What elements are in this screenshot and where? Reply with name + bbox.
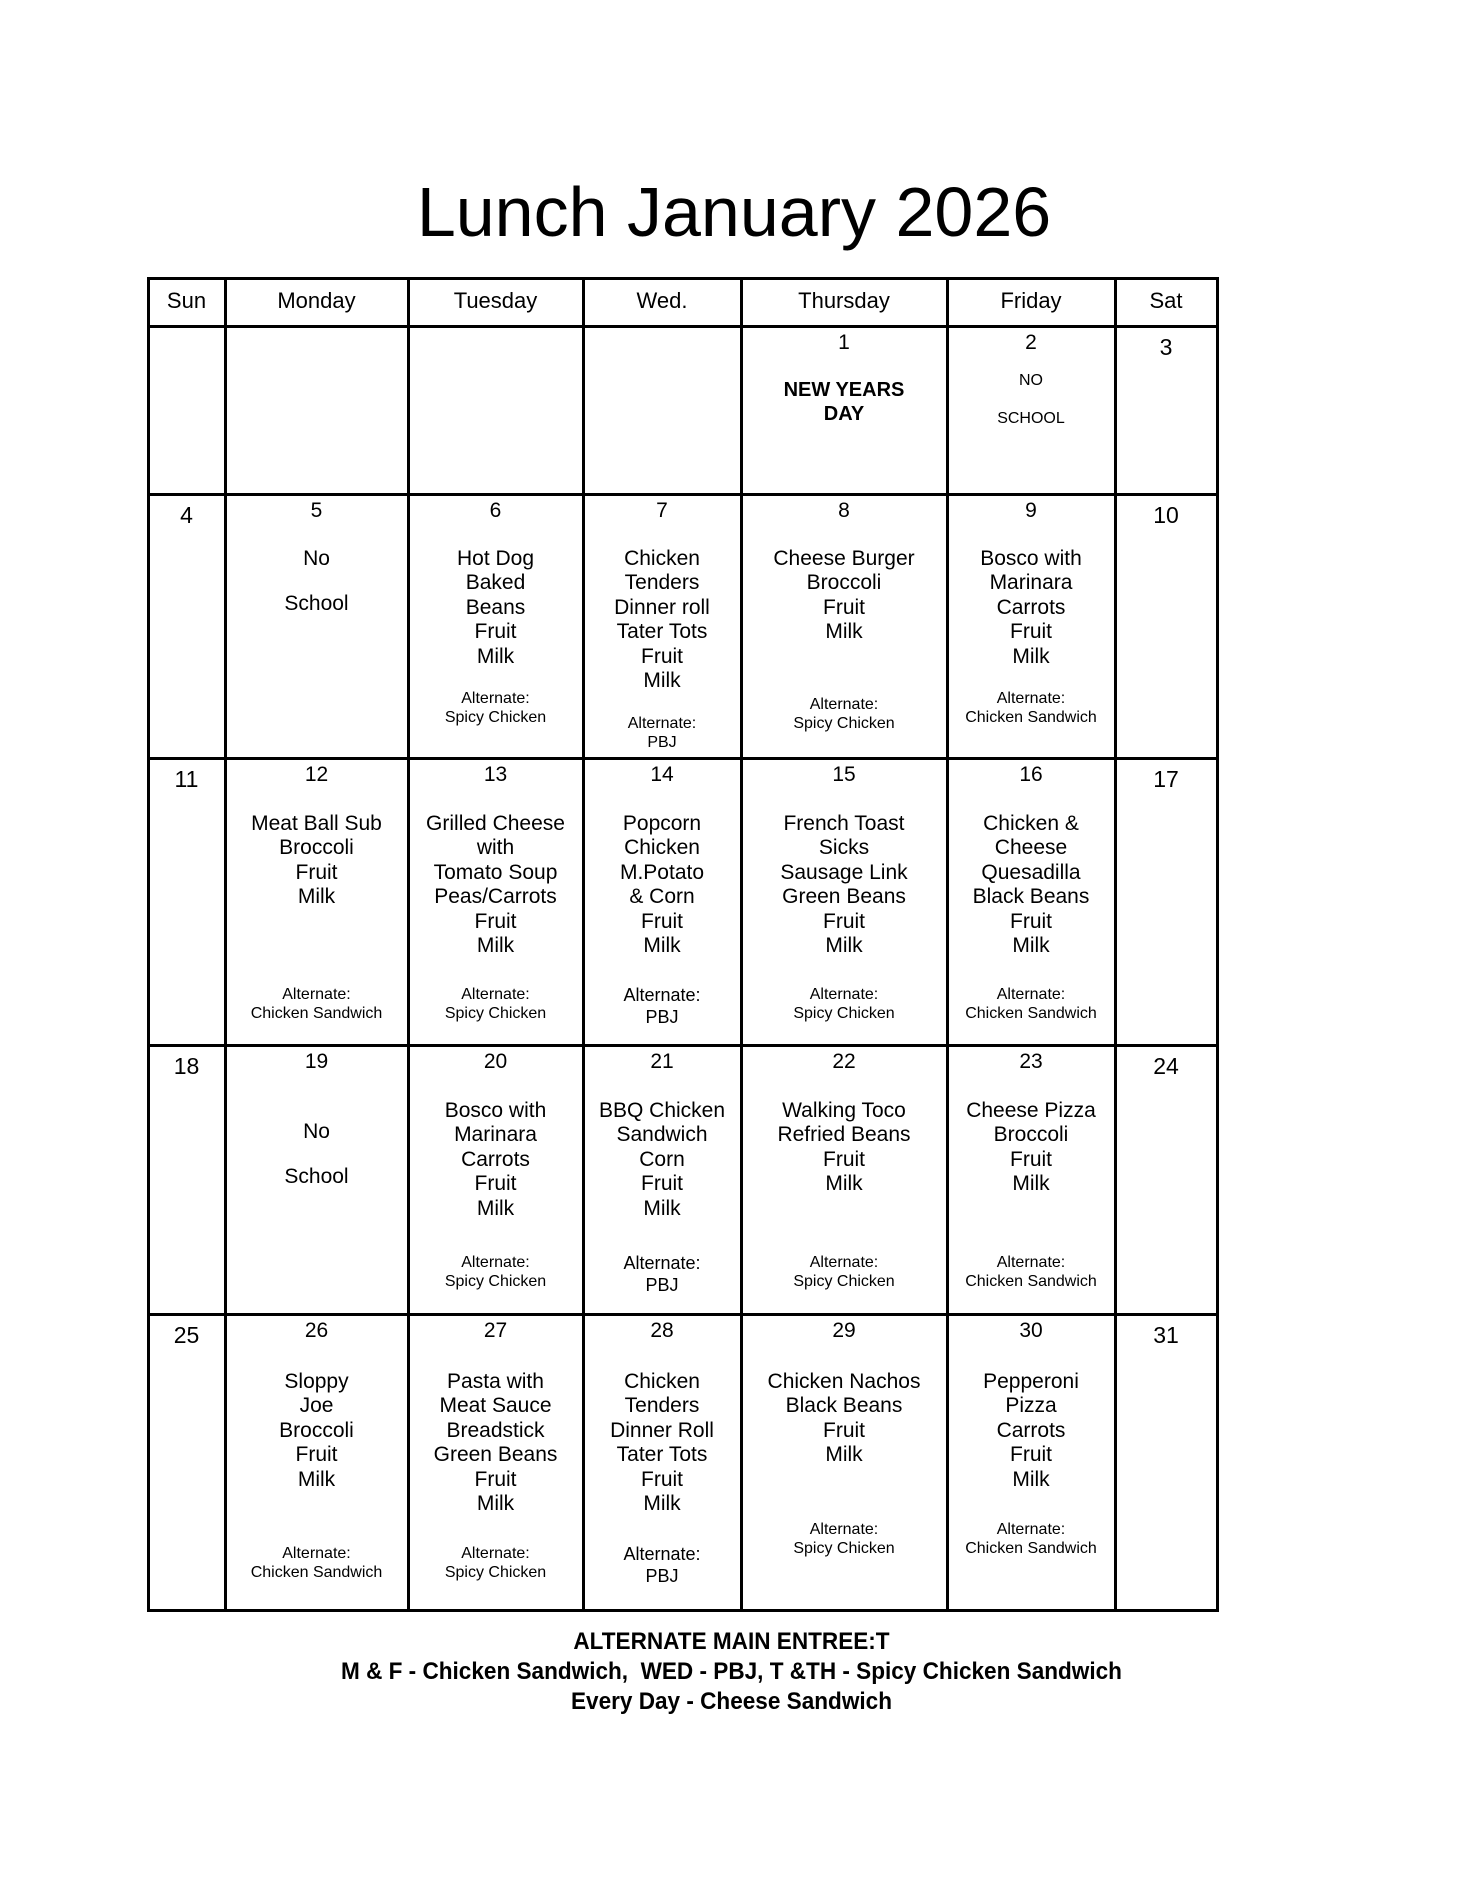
alternate-label: Alternate: xyxy=(623,984,701,1005)
menu-item: No xyxy=(303,1119,330,1143)
alternate-entree-schedule: M & F - Chicken Sandwich, WED - PBJ, T &TH - Spicy Chicken Sandwich xyxy=(341,1658,1122,1685)
alternate-entree xyxy=(410,1544,582,1582)
menu-item: Fruit xyxy=(641,909,683,933)
alternate-entree xyxy=(743,695,946,733)
day-cell-29 xyxy=(740,1313,949,1612)
day-cell-2 xyxy=(946,325,1117,496)
day-number: 24 xyxy=(1153,1052,1179,1079)
menu-items xyxy=(743,378,946,426)
menu-item: Milk xyxy=(476,934,515,958)
menu-item: Tenders xyxy=(624,571,700,595)
menu-items xyxy=(949,1370,1114,1493)
menu-item: Milk xyxy=(643,1492,681,1516)
alternate-entree xyxy=(227,985,407,1023)
menu-item: M.Potato xyxy=(619,860,705,884)
menu-item: & Corn xyxy=(629,885,695,909)
menu-items xyxy=(949,812,1114,960)
alternate-entree-heading: ALTERNATE MAIN ENTREE:T xyxy=(573,1628,890,1655)
menu-item: Fruit xyxy=(474,1467,517,1491)
menu-item: Walking Toco xyxy=(782,1098,906,1122)
menu-item: Peas/Carrots xyxy=(434,885,557,909)
menu-item: Fruit xyxy=(823,1147,865,1171)
menu-item: Marinara xyxy=(989,571,1073,595)
menu-item: Fruit xyxy=(474,620,517,644)
menu-item: Pizza xyxy=(1005,1394,1057,1418)
day-number: 6 xyxy=(489,498,502,522)
menu-item: Chicken xyxy=(624,546,700,570)
alternate-value: PBJ xyxy=(647,733,677,751)
day-header-friday: Friday xyxy=(946,277,1117,328)
menu-item: Milk xyxy=(476,1196,515,1220)
menu-item: School xyxy=(284,1165,349,1189)
day-number: 18 xyxy=(173,1052,200,1079)
menu-item: Milk xyxy=(476,644,515,668)
day-cell-24 xyxy=(1114,1044,1219,1316)
day-number: 16 xyxy=(1019,762,1043,786)
alternate-value: Spicy Chicken xyxy=(444,1272,547,1290)
menu-item: Broccoli xyxy=(279,1418,354,1442)
menu-item: School xyxy=(284,592,349,616)
menu-item: Milk xyxy=(297,885,336,909)
alternate-label: Alternate: xyxy=(282,985,351,1003)
menu-item: Fruit xyxy=(295,860,338,884)
alternate-entree xyxy=(949,985,1114,1023)
menu-items xyxy=(949,547,1114,670)
alternate-value: Spicy Chicken xyxy=(793,1539,895,1557)
menu-item: Corn xyxy=(639,1147,685,1171)
menu-item: Milk xyxy=(1012,934,1050,958)
alternate-label: Alternate: xyxy=(809,695,879,713)
day-number: 25 xyxy=(173,1321,200,1348)
alternate-label: Alternate: xyxy=(461,1253,530,1271)
menu-item: Pasta with xyxy=(447,1369,544,1393)
alternate-entree xyxy=(743,1253,946,1291)
day-cell-30 xyxy=(946,1313,1117,1612)
menu-item: Fruit xyxy=(474,1172,517,1196)
menu-item: Fruit xyxy=(1010,909,1052,933)
menu-item: Tater Tots xyxy=(616,1443,708,1467)
menu-item: Carrots xyxy=(996,1418,1066,1442)
day-number: 4 xyxy=(180,501,193,528)
alternate-value: Chicken Sandwich xyxy=(250,1004,383,1022)
menu-item: BBQ Chicken xyxy=(598,1098,726,1122)
day-number: 28 xyxy=(650,1318,674,1342)
menu-item: Milk xyxy=(825,934,863,958)
menu-item: Sicks xyxy=(818,836,870,860)
menu-items xyxy=(227,547,407,617)
alternate-label: Alternate: xyxy=(623,1543,701,1564)
menu-item: Chicken xyxy=(624,836,700,860)
day-number: 9 xyxy=(1025,498,1037,522)
menu-item: Dinner roll xyxy=(614,595,710,619)
empty-day-cell xyxy=(582,325,743,496)
alternate-label: Alternate: xyxy=(809,985,879,1003)
menu-item: Milk xyxy=(476,1492,515,1516)
menu-item: Dinner Roll xyxy=(610,1418,714,1442)
menu-item: DAY xyxy=(823,402,865,425)
menu-items xyxy=(585,1099,740,1222)
menu-item: Sloppy xyxy=(284,1369,349,1393)
day-header-sat: Sat xyxy=(1114,277,1219,328)
menu-item: Tenders xyxy=(624,1394,700,1418)
empty-day-cell xyxy=(407,325,585,496)
day-cell-26 xyxy=(224,1313,410,1612)
day-cell-11 xyxy=(147,757,227,1047)
empty-day-cell xyxy=(224,325,410,496)
day-cell-19 xyxy=(224,1044,410,1316)
day-cell-15 xyxy=(740,757,949,1047)
day-cell-5 xyxy=(224,493,410,760)
day-header-thursday: Thursday xyxy=(740,277,949,328)
menu-item: Fruit xyxy=(295,1443,338,1467)
menu-item: Milk xyxy=(1012,1172,1050,1196)
page-title: Lunch January 2026 xyxy=(416,173,1052,251)
alternate-value: Spicy Chicken xyxy=(793,1272,895,1290)
menu-item: Chicken Nachos xyxy=(767,1369,921,1393)
menu-item xyxy=(227,571,407,592)
menu-items xyxy=(949,362,1114,438)
alternate-label: Alternate: xyxy=(996,1253,1066,1271)
menu-item: Fruit xyxy=(1010,1443,1052,1467)
day-cell-27 xyxy=(407,1313,585,1612)
day-number: 29 xyxy=(832,1318,856,1342)
menu-item: NEW YEARS xyxy=(783,378,905,401)
alternate-label: Alternate: xyxy=(282,1544,351,1562)
empty-day-cell xyxy=(147,325,227,496)
menu-items xyxy=(410,1099,582,1222)
menu-item: Carrots xyxy=(996,595,1066,619)
day-cell-25 xyxy=(147,1313,227,1612)
menu-item: Cheese xyxy=(994,836,1068,860)
menu-item: Meat Sauce xyxy=(439,1394,552,1418)
day-cell-16 xyxy=(946,757,1117,1047)
alternate-value: Chicken Sandwich xyxy=(965,1539,1097,1557)
menu-item: Popcorn xyxy=(622,811,702,835)
alternate-entree xyxy=(585,1543,740,1587)
alternate-label: Alternate: xyxy=(461,689,530,707)
menu-item xyxy=(227,1144,407,1165)
alternate-value: Spicy Chicken xyxy=(444,1004,547,1022)
alternate-entree-note xyxy=(42,1627,1422,1717)
alternate-value: Chicken Sandwich xyxy=(965,1272,1097,1290)
menu-item: Milk xyxy=(825,1172,863,1196)
menu-items xyxy=(743,812,946,960)
day-number: 19 xyxy=(304,1049,329,1073)
menu-items xyxy=(743,1370,946,1468)
day-number: 7 xyxy=(656,498,668,522)
menu-item: Bosco with xyxy=(980,546,1082,570)
day-cell-1 xyxy=(740,325,949,496)
menu-items xyxy=(585,1370,740,1518)
alternate-label: Alternate: xyxy=(461,985,530,1003)
menu-item: NO xyxy=(1019,371,1043,389)
alternate-label: Alternate: xyxy=(996,689,1066,707)
day-cell-17 xyxy=(1114,757,1219,1047)
menu-item: Milk xyxy=(1012,1467,1050,1491)
day-cell-14 xyxy=(582,757,743,1047)
day-number: 30 xyxy=(1019,1318,1043,1342)
alternate-value: Spicy Chicken xyxy=(793,714,895,732)
alternate-entree xyxy=(949,689,1114,727)
alternate-entree xyxy=(410,985,582,1023)
menu-item: Black Beans xyxy=(785,1394,903,1418)
menu-items xyxy=(743,1099,946,1197)
menu-item: Fruit xyxy=(1010,620,1052,644)
day-header-tuesday: Tuesday xyxy=(407,277,585,328)
day-cell-8 xyxy=(740,493,949,760)
day-number: 8 xyxy=(838,498,850,522)
alternate-value: Chicken Sandwich xyxy=(965,708,1097,726)
menu-item: Fruit xyxy=(823,1418,865,1442)
menu-item: Grilled Cheese xyxy=(426,811,565,835)
menu-item: French Toast xyxy=(783,811,905,835)
menu-items xyxy=(410,1370,582,1518)
day-cell-31 xyxy=(1114,1313,1219,1612)
menu-item: Fruit xyxy=(823,909,865,933)
day-number: 17 xyxy=(1153,765,1179,792)
menu-item: Fruit xyxy=(1010,1147,1052,1171)
day-cell-13 xyxy=(407,757,585,1047)
day-number: 20 xyxy=(483,1049,508,1073)
day-number: 11 xyxy=(174,765,199,792)
menu-item: Cheese Burger xyxy=(773,546,915,570)
day-cell-6 xyxy=(407,493,585,760)
day-number: 31 xyxy=(1153,1321,1179,1348)
menu-item: Sandwich xyxy=(616,1123,708,1147)
day-cell-9 xyxy=(946,493,1117,760)
menu-item: No xyxy=(303,546,330,570)
alternate-entree xyxy=(949,1253,1114,1291)
alternate-label: Alternate: xyxy=(461,1544,530,1562)
menu-item: Fruit xyxy=(641,644,683,668)
menu-items xyxy=(949,1099,1114,1197)
alternate-entree xyxy=(227,1544,407,1582)
day-number: 5 xyxy=(310,498,323,522)
alternate-entree-everyday: Every Day - Cheese Sandwich xyxy=(570,1688,892,1715)
day-number: 15 xyxy=(832,762,856,786)
day-cell-28 xyxy=(582,1313,743,1612)
alternate-value: PBJ xyxy=(645,1565,679,1586)
menu-items xyxy=(227,1099,407,1190)
alternate-entree xyxy=(585,1252,740,1296)
day-cell-12 xyxy=(224,757,410,1047)
day-number: 1 xyxy=(838,330,850,354)
lunch-calendar-grid xyxy=(148,278,1218,1611)
menu-item: Breadstick xyxy=(446,1418,545,1442)
alternate-value: Chicken Sandwich xyxy=(965,1004,1097,1022)
alternate-entree xyxy=(410,1253,582,1291)
alternate-label: Alternate: xyxy=(996,1520,1066,1538)
menu-item: Broccoli xyxy=(806,571,882,595)
menu-item: Beans xyxy=(465,595,526,619)
alternate-entree xyxy=(585,714,740,752)
day-cell-4 xyxy=(147,493,227,760)
day-header-monday: Monday xyxy=(224,277,410,328)
alternate-label: Alternate: xyxy=(809,1520,879,1538)
day-cell-20 xyxy=(407,1044,585,1316)
day-number: 13 xyxy=(483,762,508,786)
menu-item xyxy=(227,1099,407,1120)
alternate-label: Alternate: xyxy=(627,714,697,732)
menu-item: Broccoli xyxy=(279,836,354,860)
alternate-value: Spicy Chicken xyxy=(444,1563,547,1581)
day-header-sun: Sun xyxy=(147,277,227,328)
day-cell-3 xyxy=(1114,325,1219,496)
menu-items xyxy=(410,812,582,960)
alternate-entree xyxy=(743,1520,946,1558)
menu-item: Meat Ball Sub xyxy=(251,811,382,835)
day-cell-23 xyxy=(946,1044,1117,1316)
alternate-label: Alternate: xyxy=(623,1252,701,1273)
alternate-value: Spicy Chicken xyxy=(444,708,547,726)
menu-item: Tomato Soup xyxy=(433,860,558,884)
day-number: 3 xyxy=(1159,333,1173,360)
menu-item: Carrots xyxy=(461,1147,530,1171)
menu-item: Tater Tots xyxy=(616,620,708,644)
alternate-value: Chicken Sandwich xyxy=(250,1563,383,1581)
day-number: 26 xyxy=(304,1318,329,1342)
menu-item: Hot Dog xyxy=(456,546,535,570)
day-number: 23 xyxy=(1019,1049,1043,1073)
menu-item: Milk xyxy=(825,1443,863,1467)
menu-items xyxy=(410,547,582,670)
menu-item: Milk xyxy=(643,1196,681,1220)
day-number: 27 xyxy=(483,1318,508,1342)
menu-item: Green Beans xyxy=(433,1443,558,1467)
day-cell-10 xyxy=(1114,493,1219,760)
menu-item: Fruit xyxy=(474,909,517,933)
menu-item: Milk xyxy=(825,620,863,644)
alternate-label: Alternate: xyxy=(996,985,1066,1003)
menu-item: Quesadilla xyxy=(981,860,1081,884)
day-number: 12 xyxy=(304,762,329,786)
day-number: 10 xyxy=(1153,501,1179,528)
menu-item: Milk xyxy=(297,1467,336,1491)
menu-item: Milk xyxy=(643,669,681,693)
day-number: 14 xyxy=(650,762,674,786)
menu-item: Milk xyxy=(1012,644,1050,668)
menu-item: Sausage Link xyxy=(780,860,908,884)
day-cell-7 xyxy=(582,493,743,760)
menu-item: Fruit xyxy=(641,1172,683,1196)
menu-item: with xyxy=(476,836,515,860)
menu-item: Baked xyxy=(465,571,526,595)
alternate-value: PBJ xyxy=(645,1006,679,1027)
menu-items xyxy=(227,812,407,910)
menu-item: Joe xyxy=(299,1394,334,1418)
menu-items xyxy=(585,812,740,960)
alternate-entree xyxy=(410,689,582,727)
alternate-value: Spicy Chicken xyxy=(793,1004,895,1022)
alternate-entree xyxy=(743,985,946,1023)
day-number: 21 xyxy=(650,1049,674,1073)
menu-item: Marinara xyxy=(454,1123,537,1147)
menu-item: Broccoli xyxy=(993,1123,1069,1147)
alternate-entree xyxy=(585,984,740,1028)
menu-item: Refried Beans xyxy=(777,1123,911,1147)
menu-items xyxy=(743,547,946,645)
menu-item: Bosco with xyxy=(444,1098,547,1122)
day-number: 22 xyxy=(832,1049,856,1073)
menu-items xyxy=(585,547,740,695)
day-cell-22 xyxy=(740,1044,949,1316)
menu-items xyxy=(227,1370,407,1493)
alternate-label: Alternate: xyxy=(809,1253,879,1271)
menu-item: Green Beans xyxy=(782,885,906,909)
menu-item: Black Beans xyxy=(972,885,1090,909)
menu-item: Pepperoni xyxy=(983,1369,1079,1393)
menu-item: Fruit xyxy=(641,1467,683,1491)
day-header-wed: Wed. xyxy=(582,277,743,328)
menu-item: Milk xyxy=(643,934,681,958)
menu-item: Fruit xyxy=(823,595,865,619)
menu-item: Cheese Pizza xyxy=(966,1098,1096,1122)
menu-item: Chicken xyxy=(624,1369,700,1393)
menu-item: Chicken & xyxy=(983,811,1079,835)
day-cell-21 xyxy=(582,1044,743,1316)
day-number: 2 xyxy=(1025,330,1037,354)
menu-item: SCHOOL xyxy=(997,409,1065,427)
alternate-entree xyxy=(949,1520,1114,1558)
day-cell-18 xyxy=(147,1044,227,1316)
alternate-value: PBJ xyxy=(645,1274,679,1295)
